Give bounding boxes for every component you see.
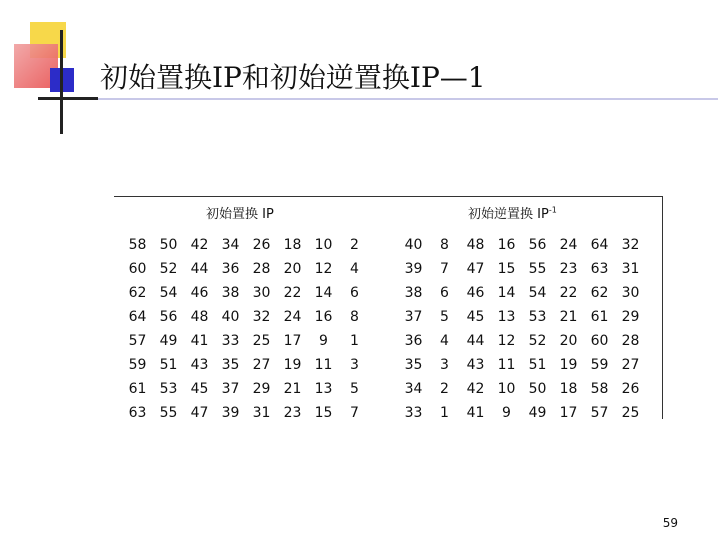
table-cell: 26 [252, 237, 271, 253]
table-cell: 25 [252, 333, 271, 349]
table-cell: 34 [221, 237, 240, 253]
table-cell: 56 [528, 237, 547, 253]
table-cell: 32 [621, 237, 640, 253]
table-cell: 47 [466, 261, 485, 277]
table-cell: 16 [497, 237, 516, 253]
table-cell: 7 [350, 405, 359, 421]
table-cell: 64 [590, 237, 609, 253]
table-cell: 8 [440, 237, 449, 253]
table-cell: 57 [590, 405, 609, 421]
table-cell: 6 [440, 285, 449, 301]
table-cell: 26 [621, 381, 640, 397]
table-cell: 54 [528, 285, 547, 301]
table-cell: 24 [559, 237, 578, 253]
table-cell: 63 [128, 405, 147, 421]
table-cell: 28 [252, 261, 271, 277]
ip-table-grid [122, 233, 370, 425]
table-cell: 40 [221, 309, 240, 325]
table-cell: 22 [559, 285, 578, 301]
table-cell: 62 [590, 285, 609, 301]
slide-title: 初始置换IP和初始逆置换IP—1 [100, 61, 486, 94]
table-cell: 14 [314, 285, 333, 301]
ip-inverse-title-text: 初始逆置换 IP [468, 207, 549, 222]
table-cell: 5 [350, 381, 359, 397]
table-cell: 55 [159, 405, 178, 421]
table-cell: 60 [590, 333, 609, 349]
table-cell: 4 [440, 333, 449, 349]
table-cell: 46 [190, 285, 209, 301]
table-cell: 61 [590, 309, 609, 325]
table-cell: 27 [621, 357, 640, 373]
table-cell: 58 [590, 381, 609, 397]
table-cell: 2 [350, 237, 359, 253]
page-number: 59 [662, 516, 678, 530]
table-cell: 5 [440, 309, 449, 325]
table-cell: 38 [404, 285, 423, 301]
table-cell: 29 [621, 309, 640, 325]
ip-inverse-superscript: -1 [548, 205, 557, 215]
table-cell: 39 [221, 405, 240, 421]
table-cell: 63 [590, 261, 609, 277]
table-cell: 48 [190, 309, 209, 325]
table-cell: 12 [497, 333, 516, 349]
table-cell: 58 [128, 237, 147, 253]
decor-vertical-bar [60, 30, 63, 134]
table-cell: 25 [621, 405, 640, 421]
table-cell: 37 [221, 381, 240, 397]
table-cell: 9 [502, 405, 511, 421]
table-cell: 31 [252, 405, 271, 421]
table-cell: 1 [350, 333, 359, 349]
table-cell: 21 [283, 381, 302, 397]
table-cell: 15 [497, 261, 516, 277]
table-cell: 18 [559, 381, 578, 397]
table-cell: 38 [221, 285, 240, 301]
table-cell: 47 [190, 405, 209, 421]
table-cell: 16 [314, 309, 333, 325]
table-cell: 33 [221, 333, 240, 349]
ip-inverse-table-title [468, 203, 557, 222]
table-cell: 17 [283, 333, 302, 349]
table-cell: 24 [283, 309, 302, 325]
ip-inverse-table-grid [398, 233, 646, 425]
table-cell: 51 [528, 357, 547, 373]
table-cell: 13 [314, 381, 333, 397]
table-cell: 41 [190, 333, 209, 349]
table-cell: 3 [350, 357, 359, 373]
table-cell: 31 [621, 261, 640, 277]
table-cell: 49 [528, 405, 547, 421]
table-cell: 61 [128, 381, 147, 397]
table-cell: 36 [404, 333, 423, 349]
table-cell: 35 [221, 357, 240, 373]
table-cell: 11 [314, 357, 333, 373]
table-cell: 51 [159, 357, 178, 373]
table-cell: 6 [350, 285, 359, 301]
table-cell: 53 [528, 309, 547, 325]
table-cell: 23 [559, 261, 578, 277]
table-cell: 19 [559, 357, 578, 373]
table-cell: 59 [590, 357, 609, 373]
table-cell: 11 [497, 357, 516, 373]
table-cell: 17 [559, 405, 578, 421]
table-cell: 8 [350, 309, 359, 325]
table-cell: 4 [350, 261, 359, 277]
table-cell: 1 [440, 405, 449, 421]
table-cell: 32 [252, 309, 271, 325]
table-cell: 10 [497, 381, 516, 397]
table-cell: 52 [159, 261, 178, 277]
table-cell: 33 [404, 405, 423, 421]
table-cell: 62 [128, 285, 147, 301]
table-cell: 35 [404, 357, 423, 373]
table-cell: 46 [466, 285, 485, 301]
table-cell: 27 [252, 357, 271, 373]
table-cell: 41 [466, 405, 485, 421]
table-cell: 54 [159, 285, 178, 301]
decor-horizontal-bar [38, 97, 98, 100]
table-cell: 43 [466, 357, 485, 373]
table-cell: 10 [314, 237, 333, 253]
table-cell: 64 [128, 309, 147, 325]
table-cell: 39 [404, 261, 423, 277]
table-cell: 36 [221, 261, 240, 277]
table-cell: 48 [466, 237, 485, 253]
table-cell: 52 [528, 333, 547, 349]
table-cell: 42 [466, 381, 485, 397]
table-cell: 50 [159, 237, 178, 253]
table-cell: 57 [128, 333, 147, 349]
table-cell: 42 [190, 237, 209, 253]
table-cell: 55 [528, 261, 547, 277]
title-underline [38, 98, 718, 100]
table-cell: 2 [440, 381, 449, 397]
permutation-tables [114, 196, 663, 419]
table-cell: 21 [559, 309, 578, 325]
table-cell: 34 [404, 381, 423, 397]
table-cell: 30 [252, 285, 271, 301]
table-cell: 29 [252, 381, 271, 397]
table-cell: 53 [159, 381, 178, 397]
table-cell: 15 [314, 405, 333, 421]
table-cell: 49 [159, 333, 178, 349]
table-cell: 20 [283, 261, 302, 277]
table-cell: 59 [128, 357, 147, 373]
table-cell: 40 [404, 237, 423, 253]
table-cell: 45 [190, 381, 209, 397]
table-cell: 19 [283, 357, 302, 373]
table-cell: 7 [440, 261, 449, 277]
table-cell: 60 [128, 261, 147, 277]
table-cell: 12 [314, 261, 333, 277]
table-cell: 50 [528, 381, 547, 397]
ip-table-title: 初始置换 IP [206, 207, 274, 222]
table-cell: 14 [497, 285, 516, 301]
table-cell: 22 [283, 285, 302, 301]
table-cell: 3 [440, 357, 449, 373]
table-cell: 43 [190, 357, 209, 373]
table-cell: 13 [497, 309, 516, 325]
table-cell: 9 [319, 333, 328, 349]
table-cell: 44 [190, 261, 209, 277]
table-cell: 30 [621, 285, 640, 301]
table-cell: 56 [159, 309, 178, 325]
table-cell: 23 [283, 405, 302, 421]
table-cell: 20 [559, 333, 578, 349]
table-cell: 44 [466, 333, 485, 349]
table-cell: 18 [283, 237, 302, 253]
table-cell: 45 [466, 309, 485, 325]
table-cell: 28 [621, 333, 640, 349]
table-cell: 37 [404, 309, 423, 325]
